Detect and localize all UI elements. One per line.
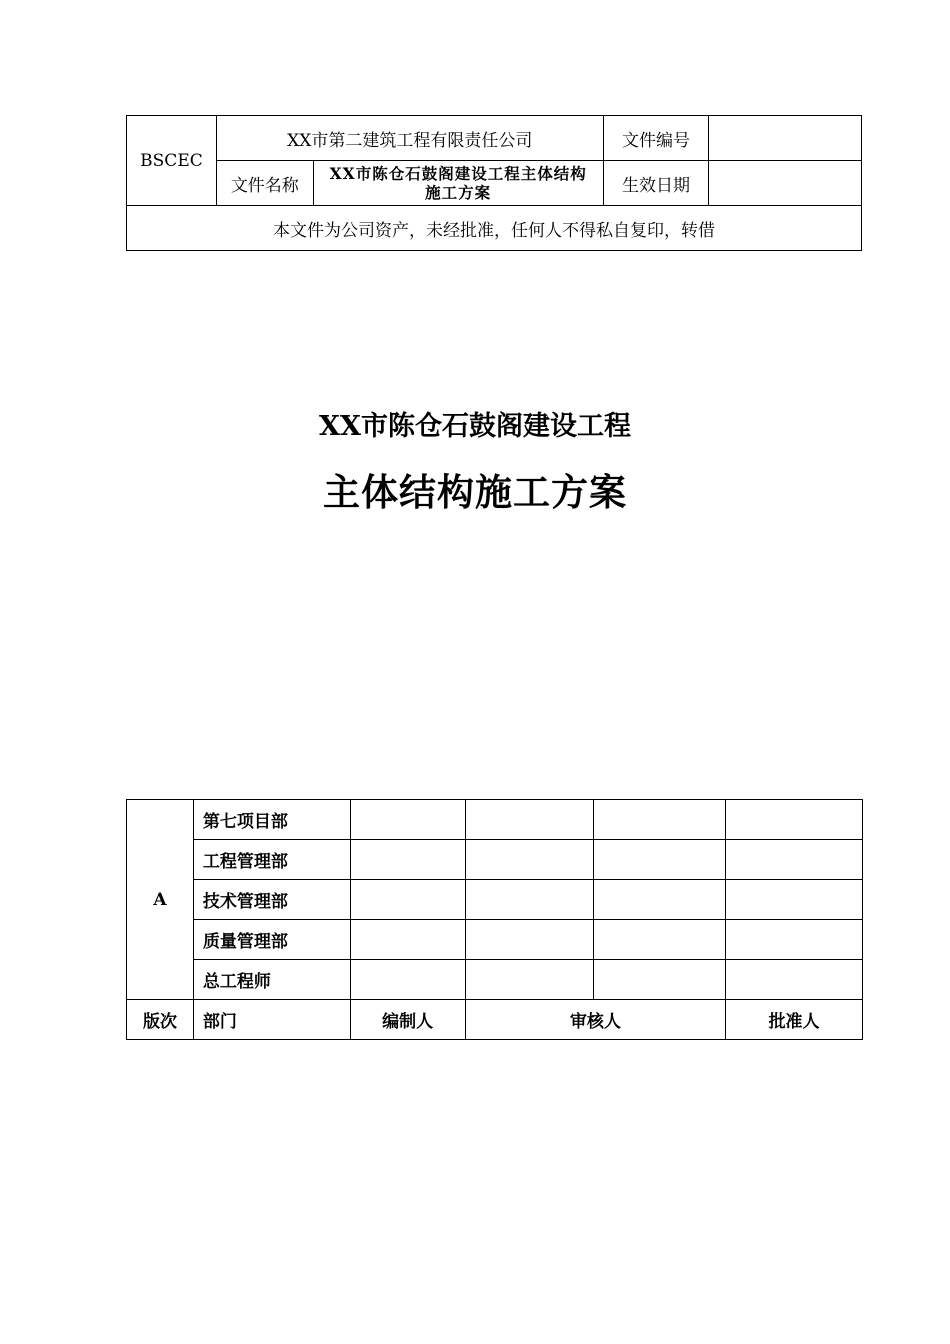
reviewer-cell: [465, 920, 594, 960]
compiler-cell: [350, 880, 465, 920]
department-name: 质量管理部: [193, 920, 350, 960]
approver-cell: [726, 800, 863, 840]
confidentiality-notice: 本文件为公司资产，未经批准，任何人不得私自复印，转借: [127, 206, 862, 251]
table-row: [127, 920, 863, 960]
reviewer-cell: [465, 880, 594, 920]
reviewer-cell: [465, 840, 594, 880]
logo-text: BSCEC: [127, 116, 217, 206]
reviewer-cell: [594, 960, 726, 1000]
reviewer-cell: [594, 840, 726, 880]
table-row: [127, 960, 863, 1000]
compiler-column-header: 编制人: [350, 1000, 465, 1040]
file-name-label: 文件名称: [216, 161, 313, 206]
approver-cell: [726, 960, 863, 1000]
compiler-cell: [350, 920, 465, 960]
department-name: 技术管理部: [193, 880, 350, 920]
approval-table: [126, 799, 863, 1040]
table-row: [127, 840, 863, 880]
table-row: [127, 800, 863, 840]
file-name-value: XX市陈仓石鼓阁建设工程主体结构施工方案: [313, 161, 603, 206]
reviewer-cell: [465, 800, 594, 840]
effective-date-value: [709, 161, 862, 206]
table-footer-row: [127, 1000, 863, 1040]
approver-column-header: 批准人: [726, 1000, 863, 1040]
reviewer-cell: [594, 880, 726, 920]
file-number-label: 文件编号: [603, 116, 709, 161]
document-title-project: XX市陈仓石鼓阁建设工程: [319, 411, 631, 442]
compiler-cell: [350, 960, 465, 1000]
reviewer-cell: [594, 800, 726, 840]
department-name: 工程管理部: [193, 840, 350, 880]
reviewer-cell: [594, 920, 726, 960]
document-header-table: [126, 115, 862, 251]
approver-cell: [726, 880, 863, 920]
table-row: [127, 880, 863, 920]
department-column-header: 部门: [193, 1000, 350, 1040]
compiler-cell: [350, 800, 465, 840]
version-column-header: 版次: [127, 1000, 194, 1040]
compiler-cell: [350, 840, 465, 880]
document-title-main: 主体结构施工方案: [323, 470, 627, 514]
file-number-value: [709, 116, 862, 161]
reviewer-cell: [465, 960, 594, 1000]
department-name: 总工程师: [193, 960, 350, 1000]
reviewer-column-header: 审核人: [465, 1000, 726, 1040]
version-value: A: [127, 800, 194, 1000]
approver-cell: [726, 840, 863, 880]
approver-cell: [726, 920, 863, 960]
company-name: XX市第二建筑工程有限责任公司: [216, 116, 603, 161]
effective-date-label: 生效日期: [603, 161, 709, 206]
department-name: 第七项目部: [193, 800, 350, 840]
